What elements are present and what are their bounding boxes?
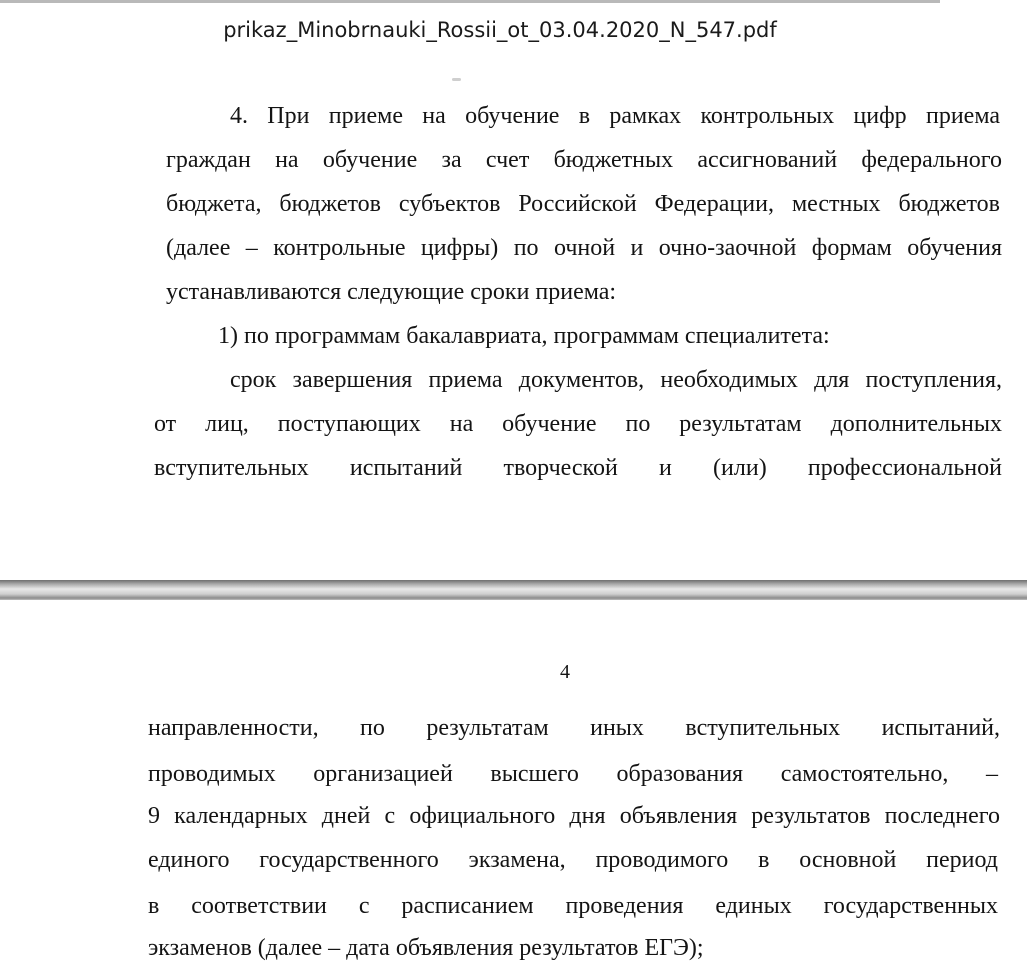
viewer-title-bar — [0, 0, 1027, 62]
paragraph-4-line-3: бюджета, бюджетов субъектов Российской Федерации, местных бюджетов — [166, 191, 1000, 217]
page-separator — [0, 580, 1027, 600]
deadline-paragraph-line-1: срок завершения приема документов, необходимых для поступления, — [230, 367, 1002, 393]
title-bar-top-rule — [0, 0, 940, 3]
continuation-line-5: в соответствии с расписанием проведения единых государственных — [148, 893, 998, 919]
paragraph-4-line-1: 4. При приеме на обучение в рамках контрольных цифр приема — [230, 103, 1000, 129]
paragraph-4-line-4: (далее – контрольные цифры) по очной и очно-заочной формам обучения — [166, 235, 1002, 261]
subitem-1-heading: 1) по программам бакалавриата, программам специалитета: — [218, 323, 830, 349]
pdf-page-upper — [0, 62, 1027, 580]
paragraph-4-line-2: граждан на обучение за счет бюджетных ассигнований федерального — [166, 147, 1002, 173]
continuation-line-3: 9 календарных дней с официального дня объявления результатов последнего — [148, 803, 1000, 829]
scan-speck — [452, 78, 461, 81]
continuation-line-6: экзаменов (далее – дата объявления результатов ЕГЭ); — [148, 935, 704, 961]
deadline-paragraph-line-2: от лиц, поступающих на обучение по результатам дополнительных — [154, 411, 1002, 437]
continuation-line-2: проводимых организацией высшего образования самостоятельно, – — [148, 761, 998, 787]
document-filename: prikaz_Minobrnauki_Rossii_ot_03.04.2020_N_547.pdf — [223, 18, 777, 42]
continuation-line-4: единого государственного экзамена, проводимого в основной период — [148, 847, 998, 873]
deadline-paragraph-line-3: вступительных испытаний творческой и (или) профессиональной — [154, 455, 1002, 481]
paragraph-4-line-5: устанавливаются следующие сроки приема: — [166, 279, 617, 305]
pdf-page-lower — [0, 600, 1027, 966]
page-number: 4 — [560, 661, 570, 683]
continuation-line-1: направленности, по результатам иных вступительных испытаний, — [148, 715, 1000, 741]
